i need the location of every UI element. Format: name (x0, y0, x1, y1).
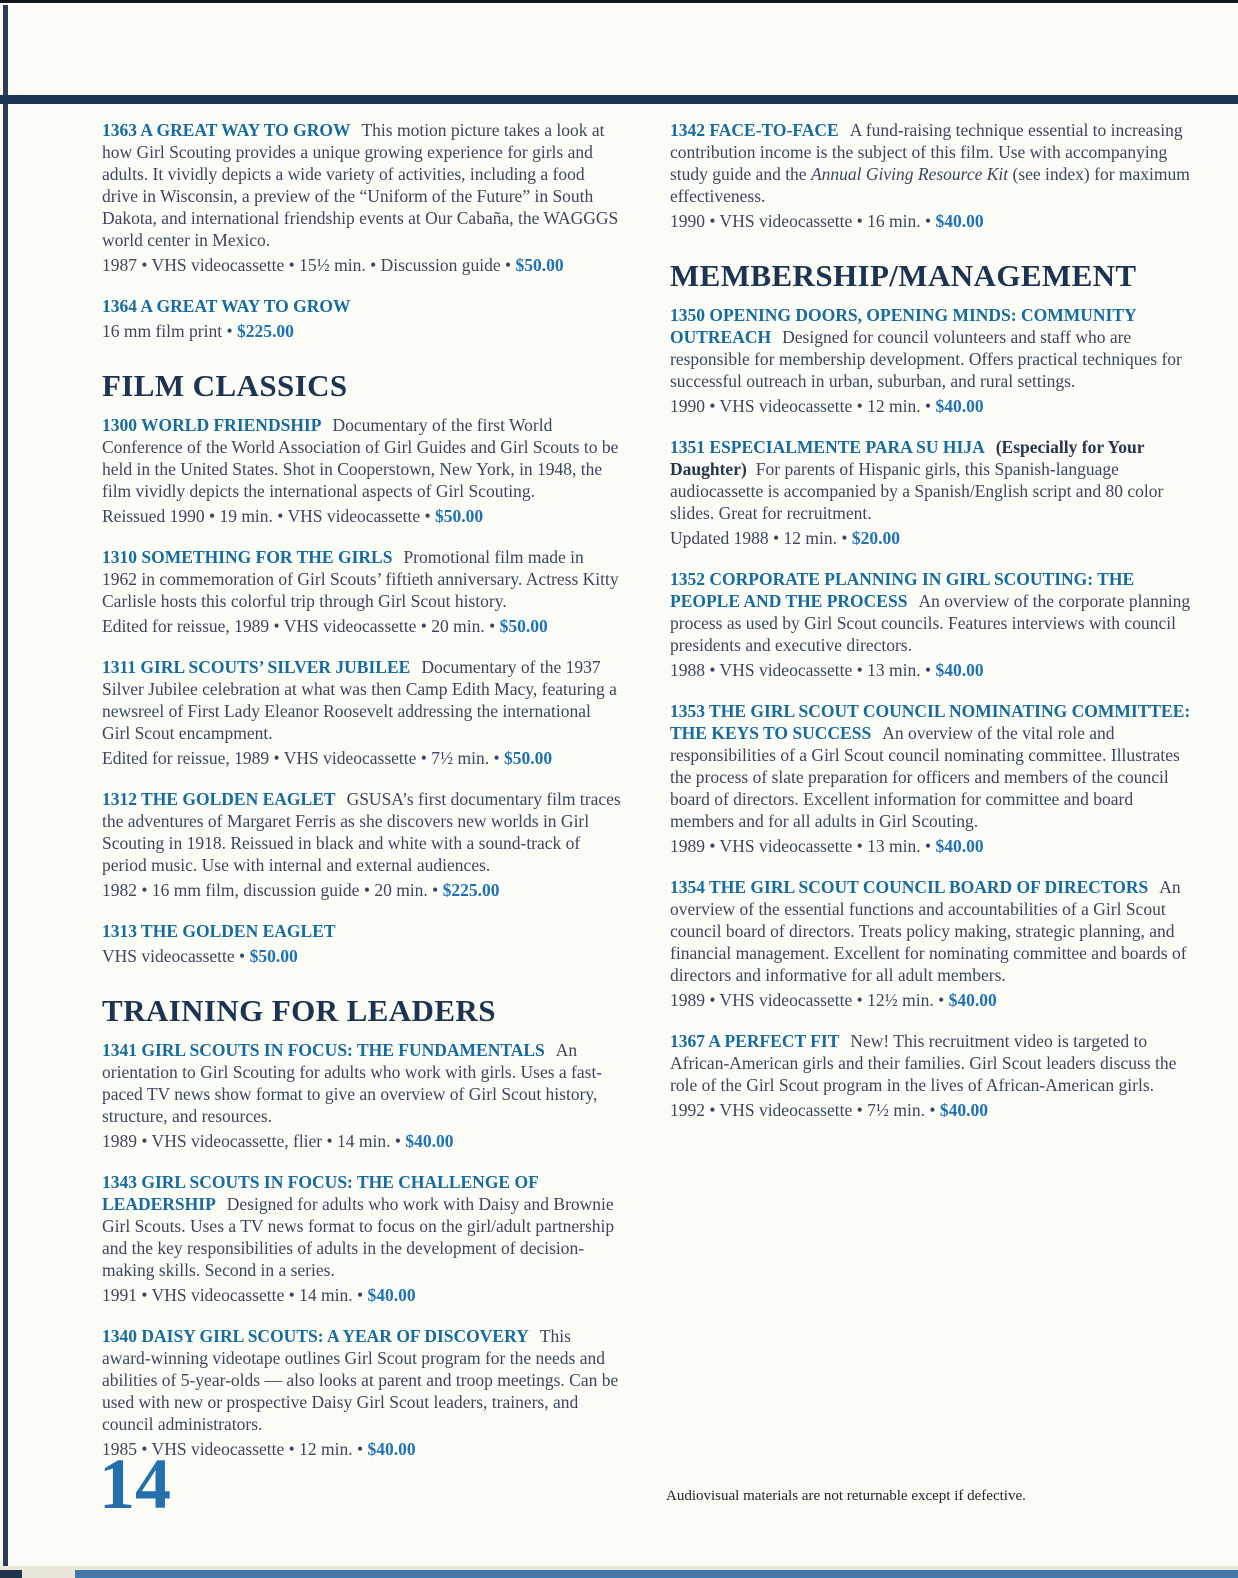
catalog-entry-1342 (670, 119, 1191, 232)
entry-heading: 1311 GIRL SCOUTS’ SILVER JUBILEE (102, 657, 411, 677)
catalog-entry-1354 (670, 876, 1191, 1011)
entry-details: Edited for reissue, 1989 • VHS videocassette • 20 min. • (102, 616, 500, 636)
entry-price: $40.00 (935, 211, 984, 231)
entry-heading: 1341 GIRL SCOUTS IN FOCUS: THE FUNDAMENTALS (102, 1040, 545, 1060)
entry-description: Designed for adults who work with Daisy and Brownie Girl Scouts. Uses a TV news format to focus on the girl/adult partnership and the key responsibilities of adults in the development of decision-making skills. Second in a series. (102, 1194, 615, 1280)
entry-heading: 1352 CORPORATE PLANNING IN GIRL SCOUTING: THE PEOPLE AND THE PROCESS (670, 569, 1135, 611)
left-column (102, 119, 623, 1479)
entry-details: 1988 • VHS videocassette • 13 min. • (670, 660, 936, 680)
entry-heading: 1310 SOMETHING FOR THE GIRLS (102, 547, 393, 567)
entry-description: Documentary of the 1937 Silver Jubilee celebration at what was then Camp Edith Macy, featuring a newsreel of First Lady Eleanor Roosevelt addressing the international Girl Scout encampment. (102, 657, 617, 743)
entry-price: $50.00 (515, 255, 564, 275)
entry-heading: 1350 OPENING DOORS, OPENING MINDS: COMMUNITY OUTREACH (670, 305, 1137, 347)
catalog-entry-1343 (102, 1171, 623, 1306)
section-heading-training-for-leaders: TRAINING FOR LEADERS (102, 993, 496, 1028)
catalog-entry-1352 (670, 568, 1191, 681)
entry-price: $50.00 (504, 748, 553, 768)
entry-details: VHS videocassette • (102, 946, 250, 966)
entry-heading: 1312 THE GOLDEN EAGLET (102, 789, 336, 809)
entry-description: Documentary of the first World Conference of the World Association of Girl Guides and Girl Scouts to be held in the United States. Shot in Cooperstown, New York, in 1948, the film vividly depicts the international aspects of Girl Scouting. (102, 415, 619, 501)
entry-details: Updated 1988 • 12 min. • (670, 528, 852, 548)
catalog-entry-1353 (670, 700, 1191, 857)
entry-description: For parents of Hispanic girls, this Spanish-language audiocassette is accompanied by a Spanish/English script and 80 color slides. Great for recruitment. (670, 459, 1164, 523)
entry-details: 1991 • VHS videocassette • 14 min. • (102, 1285, 368, 1305)
entry-price: $40.00 (367, 1285, 416, 1305)
entry-details: 16 mm film print • (102, 321, 237, 341)
entry-heading: 1351 ESPECIALMENTE PARA SU HIJA (670, 437, 985, 457)
catalog-entry-1310 (102, 546, 623, 637)
catalog-entry-1311 (102, 656, 623, 769)
bottom-blue-bar (75, 1570, 1238, 1578)
catalog-entry-1341 (102, 1039, 623, 1152)
entry-description: A fund-raising technique essential to increasing contribution income is the subject of this film. Use with accompanying study guide and the (670, 120, 1183, 184)
entry-heading: 1363 A GREAT WAY TO GROW (102, 120, 351, 140)
catalog-entry-1351 (670, 436, 1191, 549)
entry-price: $50.00 (435, 506, 484, 526)
catalog-entry-1350 (670, 304, 1191, 417)
entry-heading: 1354 THE GIRL SCOUT COUNCIL BOARD OF DIRECTORS (670, 877, 1149, 897)
entry-description-italic: Annual Giving Resource Kit (810, 164, 1009, 184)
entry-heading: 1353 THE GIRL SCOUT COUNCIL NOMINATING COMMITTEE: THE KEYS TO SUCCESS (670, 701, 1191, 743)
entry-description: This motion picture takes a look at how Girl Scouting provides a unique growing experience for girls and adults. It vividly depicts a wide variety of activities, including a food drive in Wisconsin, a preview of the “Uniform of the Future” in South Dakota, and international friendship events at Our Cabaña, the WAGGGS world center in Mexico. (102, 120, 619, 250)
entry-details: 1987 • VHS videocassette • 15½ min. • Discussion guide • (102, 255, 516, 275)
bottom-left-navy-mark (0, 1570, 22, 1578)
entry-details: Edited for reissue, 1989 • VHS videocassette • 7½ min. • (102, 748, 505, 768)
page-top-edge-line (0, 0, 1238, 3)
page-number: 14 (99, 1444, 171, 1524)
entry-price: $40.00 (939, 1100, 988, 1120)
entry-price: $225.00 (442, 880, 500, 900)
entry-details: Reissued 1990 • 19 min. • VHS videocassette • (102, 506, 436, 526)
catalog-entry-1340 (102, 1325, 623, 1460)
entry-price: $40.00 (948, 990, 997, 1010)
entry-price: $40.00 (367, 1439, 416, 1459)
catalog-entry-1300 (102, 414, 623, 527)
entry-details: 1990 • VHS videocassette • 16 min. • (670, 211, 936, 231)
entry-details: 1989 • VHS videocassette, flier • 14 min. • (102, 1131, 406, 1151)
catalog-entry-1313 (102, 920, 623, 967)
entry-details: 1985 • VHS videocassette • 12 min. • (102, 1439, 368, 1459)
catalog-entry-1363 (102, 119, 623, 276)
entry-heading: 1367 A PERFECT FIT (670, 1031, 840, 1051)
section-heading-film-classics: FILM CLASSICS (102, 368, 348, 403)
entry-heading: 1313 THE GOLDEN EAGLET (102, 921, 336, 941)
entry-heading: 1364 A GREAT WAY TO GROW (102, 296, 351, 316)
entry-price: $40.00 (405, 1131, 454, 1151)
entry-price: $225.00 (236, 321, 294, 341)
entry-price: $40.00 (935, 396, 984, 416)
section-heading-membership-management: MEMBERSHIP/MANAGEMENT (670, 258, 1137, 293)
header-navy-rule (0, 95, 1238, 104)
entry-price: $40.00 (935, 660, 984, 680)
entry-details: 1989 • VHS videocassette • 12½ min. • (670, 990, 949, 1010)
entry-description: Designed for council volunteers and staff who are responsible for membership development. Offers practical techniques for successful outreach in urban, suburban, and rural settings. (670, 327, 1182, 391)
entry-description: An overview of the corporate planning process as used by Girl Scout councils. Features interviews with council presidents and executive directors. (670, 591, 1191, 655)
entry-price: $40.00 (935, 836, 984, 856)
entry-description: An orientation to Girl Scouting for adults who work with girls. Uses a fast-paced TV news show format to give an overview of Girl Scout history, structure, and resources. (102, 1040, 603, 1126)
entry-details: 1990 • VHS videocassette • 12 min. • (670, 396, 936, 416)
entry-price: $50.00 (499, 616, 548, 636)
entry-heading: 1340 DAISY GIRL SCOUTS: A YEAR OF DISCOVERY (102, 1326, 529, 1346)
entry-details: 1992 • VHS videocassette • 7½ min. • (670, 1100, 940, 1120)
entry-details: 1982 • 16 mm film, discussion guide • 20 min. • (102, 880, 443, 900)
entry-heading-translation: (Especially for Your Daughter) (670, 437, 1145, 479)
entry-description: New! This recruitment video is targeted to African-American girls and their families. Girl Scout leaders discuss the role of the Girl Scout program in the lives of African-American girls. (670, 1031, 1177, 1095)
entry-heading: 1343 GIRL SCOUTS IN FOCUS: THE CHALLENGE OF LEADERSHIP (102, 1172, 539, 1214)
two-column-layout (102, 119, 1191, 1479)
entry-heading: 1342 FACE-TO-FACE (670, 120, 839, 140)
entry-description: GSUSA’s first documentary film traces the adventures of Margaret Ferris as she discovers new worlds in Girl Scouting in 1918. Reissued in black and white with a sound-track of period music. Use with internal and external audiences. (102, 789, 621, 875)
returns-footnote: Audiovisual materials are not returnable except if defective. (666, 1488, 1026, 1504)
entry-description: An overview of the vital role and responsibilities of a Girl Scout council nominating committee. Illustrates the process of slate preparation for officers and members of the council board of directors. Excellent information for committee and board members and for all adults in Girl Scouting. (670, 723, 1180, 831)
catalog-entry-1312 (102, 788, 623, 901)
right-column (670, 119, 1191, 1479)
catalog-entry-1367 (670, 1030, 1191, 1121)
entry-details: 1989 • VHS videocassette • 13 min. • (670, 836, 936, 856)
entry-description: Promotional film made in 1962 in commemoration of Girl Scouts’ fiftieth anniversary. Actress Kitty Carlisle hosts this colorful trip through Girl Scout history. (102, 547, 619, 611)
entry-heading: 1300 WORLD FRIENDSHIP (102, 415, 322, 435)
page-left-edge-line (3, 5, 8, 1578)
entry-description: An overview of the essential functions and accountabilities of a Girl Scout council board of directors. Treats policy making, strategic planning, and financial management. Excellent for nominating committee and boards of directors and informative for all adult members. (670, 877, 1187, 985)
entry-description: (see index) for maximum effectiveness. (670, 164, 1190, 206)
catalog-entry-1364 (102, 295, 623, 342)
entry-description: This award-winning videotape outlines Girl Scout program for the needs and abilities of 5-year-olds — also looks at parent and troop meetings. Can be used with new or prospective Daisy Girl Scout leaders, trainers, and council administrators. (102, 1326, 619, 1434)
entry-price: $20.00 (851, 528, 901, 548)
entry-price: $50.00 (249, 946, 298, 966)
